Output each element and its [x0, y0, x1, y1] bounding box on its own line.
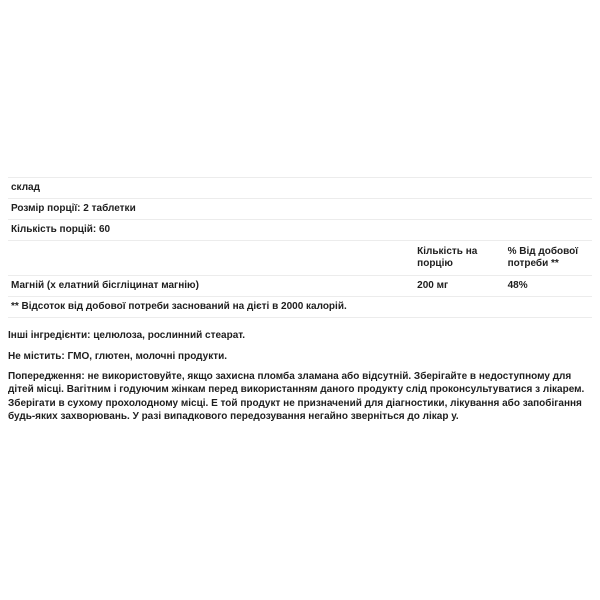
column-header-row — [8, 241, 592, 276]
amount-per-serving-header: Кількість на порцію — [414, 241, 504, 276]
daily-value-footnote: ** Відсоток від добової потреби заснований на дієті в 2000 калорій. — [8, 297, 592, 318]
serving-size: Розмір порції: 2 таблетки — [8, 199, 592, 220]
footnote-row — [8, 297, 592, 318]
servings-per-container: Кількість порцій: 60 — [8, 220, 592, 241]
header-spacer — [8, 241, 414, 276]
nutrient-name: Магній (х елатний бісгліцинат магнію) — [8, 276, 414, 297]
does-not-contain: Не містить: ГМО, глютен, молочні продукти. — [8, 351, 228, 362]
nutrient-row — [8, 276, 592, 297]
serving-size-row — [8, 199, 592, 220]
facts-title-row — [8, 178, 592, 199]
supplement-facts-table — [8, 177, 592, 318]
servings-per-container-row — [8, 220, 592, 241]
other-ingredients: Інші інгредієнти: целюлоза, рослинний стеарат. — [8, 330, 246, 341]
facts-title: склад — [8, 178, 592, 199]
warning-text: Попередження: не використовуйте, якщо захисна пломба зламана або відсутній. Зберігайте в недоступному для дітей місці. Вагітним і годуючим жінкам перед використанням даного продукту слід проконсультуватися з лікарем. Зберігати в сухому прохолодному місці. Е той продукт не призначений для діагностики, лікування або запобігання будь-яких захворювань. У разі випадкового передозування негайно зверніться до лікар у. — [8, 371, 585, 423]
nutrient-daily-value: 48% — [505, 276, 592, 297]
daily-value-header: % Від добової потреби ** — [505, 241, 592, 276]
nutrient-amount: 200 мг — [414, 276, 504, 297]
